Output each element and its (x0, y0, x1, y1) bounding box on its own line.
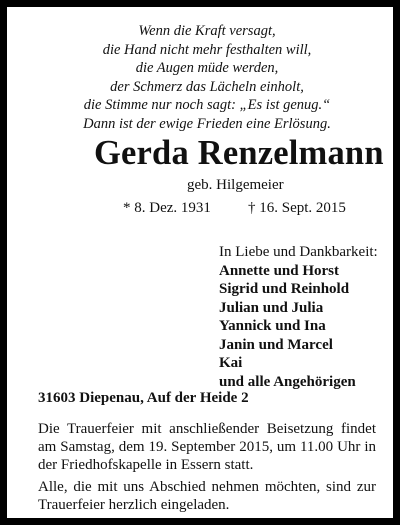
poem-line: Wenn die Kraft versagt, (138, 23, 276, 39)
poem-line: der Schmerz das Lächeln einholt, (110, 78, 304, 95)
funeral-details: Die Trauerfeier mit anschließender Beisetzung findet am Samstag, dem 19. September 2015, um 11.00 Uhr in der Friedhofskapelle in Essern statt. (38, 421, 376, 473)
mourner-name: Annette und Horst (219, 262, 340, 279)
deceased-name: Gerda Renzelmann (94, 134, 384, 172)
birth-name: geb. Hilgemeier (187, 177, 284, 193)
mourner-name: Sigrid und Reinhold (219, 281, 350, 297)
mourner-name: Kai (219, 355, 243, 371)
family-address: 31603 Diepenau, Auf der Heide 2 (38, 390, 249, 406)
mourner-name: Yannick und Ina (219, 318, 326, 334)
poem-line: die Hand nicht mehr festhalten will, (102, 41, 312, 58)
memorial-poem (7, 22, 400, 133)
birth-date: * 8. Dez. 1931 (123, 200, 211, 216)
death-date: † 16. Sept. 2015 (248, 200, 346, 216)
mourner-name: Janin und Marcel (219, 336, 333, 353)
poem-line: die Stimme nur noch sagt: „Es ist genug.“ (83, 97, 331, 113)
mourners-intro: In Liebe und Dankbarkeit: (219, 244, 378, 260)
mourner-name: und alle Angehörigen (219, 373, 356, 390)
poem-line: die Augen müde werden, (135, 60, 279, 76)
poem-line: Dann ist der ewige Frieden eine Erlösung. (83, 115, 331, 132)
mourner-name: Julian und Julia (219, 299, 324, 316)
funeral-invitation: Alle, die mit uns Abschied nehmen möchten, sind zur Trauerfeier herzlich eingeladen. (38, 479, 376, 513)
mourners-list (219, 243, 378, 391)
